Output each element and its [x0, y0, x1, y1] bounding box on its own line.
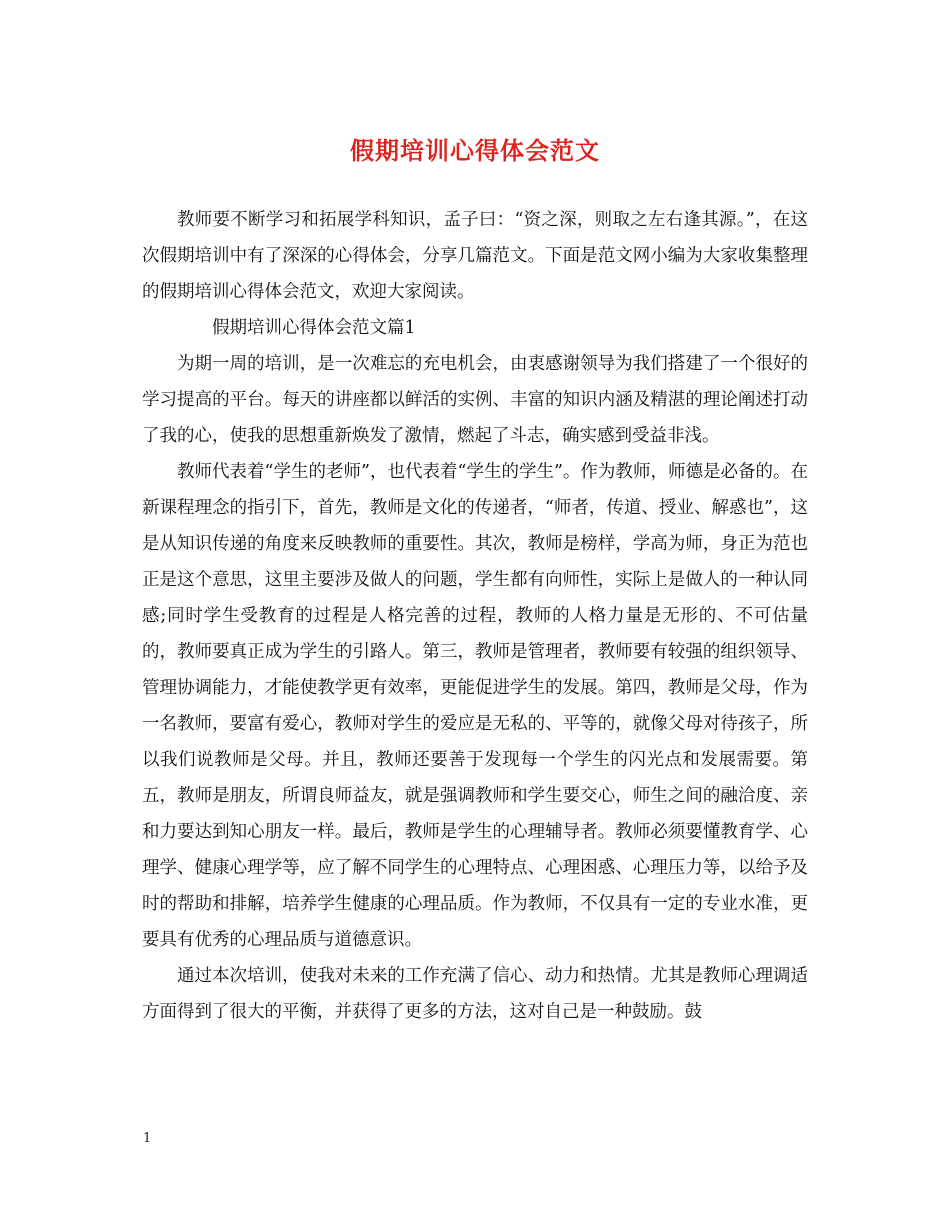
- section-heading: [142, 310, 808, 346]
- section-heading-text: 假期培训心得体会范文篇1: [212, 318, 416, 338]
- intro-paragraph: 教师要不断学习和拓展学科知识，孟子曰：“资之深，则取之左右逢其源。”，在这次假期培训中有了深深的心得体会，分享几篇范文。下面是范文网小编为大家收集整理的假期培训心得体会范文，欢迎大家阅读。: [142, 210, 808, 302]
- body-paragraph: 通过本次培训，使我对未来的工作充满了信心、动力和热情。尤其是教师心理调适方面得到了很大的平衡，并获得了更多的方法，这对自己是一种鼓励。鼓: [142, 966, 808, 1022]
- body-paragraph: 为期一周的培训，是一次难忘的充电机会，由衷感谢领导为我们搭建了一个很好的学习提高的平台。每天的讲座都以鲜活的实例、丰富的知识内涵及精湛的理论阐述打动了我的心，使我的思想重新焕发了激情，燃起了斗志，确实感到受益非浅。: [142, 354, 808, 446]
- body-paragraph: 教师代表着“学生的老师”，也代表着“学生的学生”。作为教师，师德是必备的。在新课程理念的指引下，首先，教师是文化的传递者，“师者，传道、授业、解惑也”，这是从知识传递的角度来反映教师的重要性。其次，教师是榜样，学高为师，身正为范也正是这个意思，这里主要涉及做人的问题，学生都有向师性，实际上是做人的一种认同感;同时学生受教育的过程是人格完善的过程，教师的人格力量是无形的、不可估量的，教师要真正成为学生的引路人。第三，教师是管理者，教师要有较强的组织领导、管理协调能力，才能使教学更有效率，更能促进学生的发展。第四，教师是父母，作为一名教师，要富有爱心，教师对学生的爱应是无私的、平等的，就像父母对待孩子，所以我们说教师是父母。并且，教师还要善于发现每一个学生的闪光点和发展需要。第五，教师是朋友，所谓良师益友，就是强调教师和学生要交心，师生之间的融洽度、亲和力要达到知心朋友一样。最后，教师是学生的心理辅导者。教师必须要懂教育学、心理学、健康心理学等，应了解不同学生的心理特点、心理困惑、心理压力等，以给予及时的帮助和排解，培养学生健康的心理品质。作为教师，不仅具有一定的专业水准，更要具有优秀的心理品质与道德意识。: [142, 462, 808, 950]
- page-number: 1: [143, 1131, 152, 1146]
- document-title: 假期培训心得体会范文: [350, 136, 600, 165]
- document-body: [142, 202, 808, 1030]
